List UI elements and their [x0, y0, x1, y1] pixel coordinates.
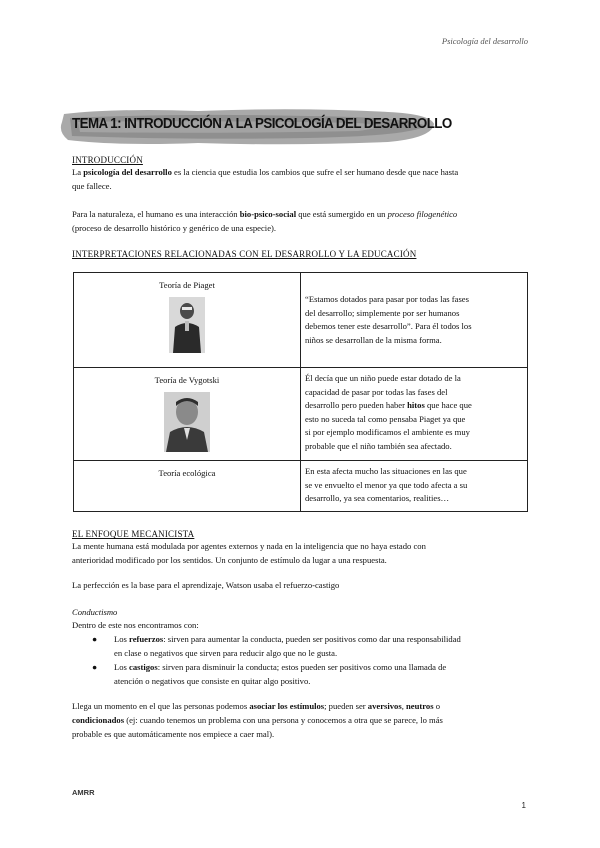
mechanicist-closing-paragraph [72, 699, 536, 741]
page-number: 1 [521, 801, 526, 810]
text-line: (proceso de desarrollo histórico y genérico de una especie). [72, 223, 277, 233]
bold-term: condicionados [72, 715, 125, 725]
list-item [92, 660, 532, 688]
text-line: esto no suceda tal como pensaba Piaget ya que [305, 413, 466, 424]
table-row [74, 273, 528, 368]
theory-name: Teoría de Piaget [159, 280, 215, 290]
mechanicist-paragraph-2: La perfección es la base para el aprendizaje, Watson usaba el refuerzo-castigo [72, 580, 340, 590]
bold-term: castigos [129, 662, 158, 672]
bold-term: psicología del desarrollo [83, 167, 172, 177]
text-line: se ve envuelto el menor ya que todo afecta a su [305, 479, 468, 490]
text-span: que está sumergido en un [296, 209, 388, 219]
theory-name: Teoría ecológica [158, 468, 216, 478]
text-span: Los [114, 662, 130, 672]
conductismo-intro: Dentro de este nos encontramos con: [72, 620, 199, 630]
text-span: que hace que [424, 400, 472, 411]
text-line: En esta afecta mucho las situaciones en las que [305, 466, 467, 476]
italic-term: proceso filogenético [387, 209, 458, 219]
theory-description-cell [301, 273, 528, 368]
text-span: : sirven para disminuir la conducta; estos pueden ser positivos como una llamada de [157, 662, 447, 672]
document-title: TEMA 1: INTRODUCCIÓN A LA PSICOLOGÍA DEL DESARROLLO [72, 116, 452, 132]
text-line: capacidad de pasar por todas las fases del [305, 386, 448, 397]
intro-heading: INTRODUCCIÓN [72, 155, 143, 165]
text-line: Él decía que un niño puede estar dotado de la [305, 373, 461, 383]
mechanicist-paragraph-1 [72, 539, 532, 567]
text-line: que fallece. [72, 181, 112, 191]
text-line: del desarrollo; simplemente por ser humanos [305, 307, 460, 318]
text-span: Los [114, 634, 130, 644]
bold-term: aversivos [367, 701, 402, 711]
text-line: atención o negativos que consiste en quitar algo positivo. [114, 676, 311, 686]
bullet-icon: ● [92, 662, 98, 672]
bold-term: neutros [406, 701, 434, 711]
conductismo-list [92, 632, 532, 688]
title-banner [58, 104, 452, 148]
theory-description-cell [301, 368, 528, 461]
theory-description-cell [301, 461, 528, 512]
text-line: anterioridad modificado por los sentidos. Un conjunto de estímulo da lugar a una respuesta. [72, 555, 387, 565]
conductismo-subheading: Conductismo [72, 607, 118, 617]
bullet-icon: ● [92, 634, 98, 644]
table-row [74, 461, 528, 512]
piaget-portrait-photo [169, 297, 205, 353]
running-header: Psicología del desarrollo [441, 36, 528, 46]
text-line: probable es que automáticamente nos empiece a caer mal). [72, 729, 275, 739]
text-line: “Estamos dotados para pasar por todas las fases [305, 294, 469, 304]
theory-name: Teoría de Vygotski [154, 375, 220, 385]
text-span: La [72, 167, 84, 177]
text-line: probable que el niño también sea afectado. [305, 440, 452, 451]
bold-term: bio-psico-social [239, 209, 297, 219]
text-span: desarrollo pero pueden haber [305, 400, 408, 411]
text-span: ; pueden ser [324, 701, 368, 711]
table-row [74, 368, 528, 461]
bold-term: refuerzos [129, 634, 164, 644]
text-span: Llega un momento en el que las personas podemos [72, 701, 250, 711]
list-item [92, 632, 532, 660]
text-span: o [433, 701, 440, 711]
theory-name-cell [74, 461, 301, 512]
text-line: La mente humana está modulada por agentes externos y nada en la inteligencia que no haya estado con [72, 541, 426, 551]
text-span: (ej: cuando tenemos un problema con una persona y conocemos a otra que se parece, lo más [124, 715, 443, 725]
bold-term: asociar los estímulos [249, 701, 325, 711]
bold-term: hitos [407, 400, 425, 411]
text-span: , [401, 701, 406, 711]
text-line: desarrollo, ya sea comentarios, realities… [305, 493, 450, 504]
theory-name-cell [74, 368, 301, 461]
text-span: Para la naturaleza, el humano es una interacción [72, 209, 240, 219]
text-line: en clase o negativos que sirven para reducir algo que no le gusta. [114, 648, 338, 658]
mechanicist-heading: EL ENFOQUE MECANICISTA [72, 529, 195, 539]
text-span: : sirven para aumentar la conducta, pueden ser positivos como dar una responsabilidad [163, 634, 461, 644]
vygotski-portrait-photo [164, 392, 210, 452]
text-line: si por ejemplo modificamos el ambiente es muy [305, 427, 470, 438]
text-line: niños se desarrollan de la misma forma. [305, 334, 442, 345]
interpretations-heading: INTERPRETACIONES RELACIONADAS CON EL DESARROLLO Y LA EDUCACIÓN [72, 249, 417, 259]
intro-paragraph-2 [72, 207, 532, 235]
intro-paragraph-1 [72, 165, 532, 193]
theories-table [73, 272, 528, 512]
text-span: es la ciencia que estudia los cambios que sufre el ser humano desde que nace hasta [171, 167, 459, 177]
theory-name-cell [74, 273, 301, 368]
text-line: debemos tener este desarrollo”. Para él todos los [305, 321, 472, 332]
footer-author: AMRR [72, 788, 95, 797]
